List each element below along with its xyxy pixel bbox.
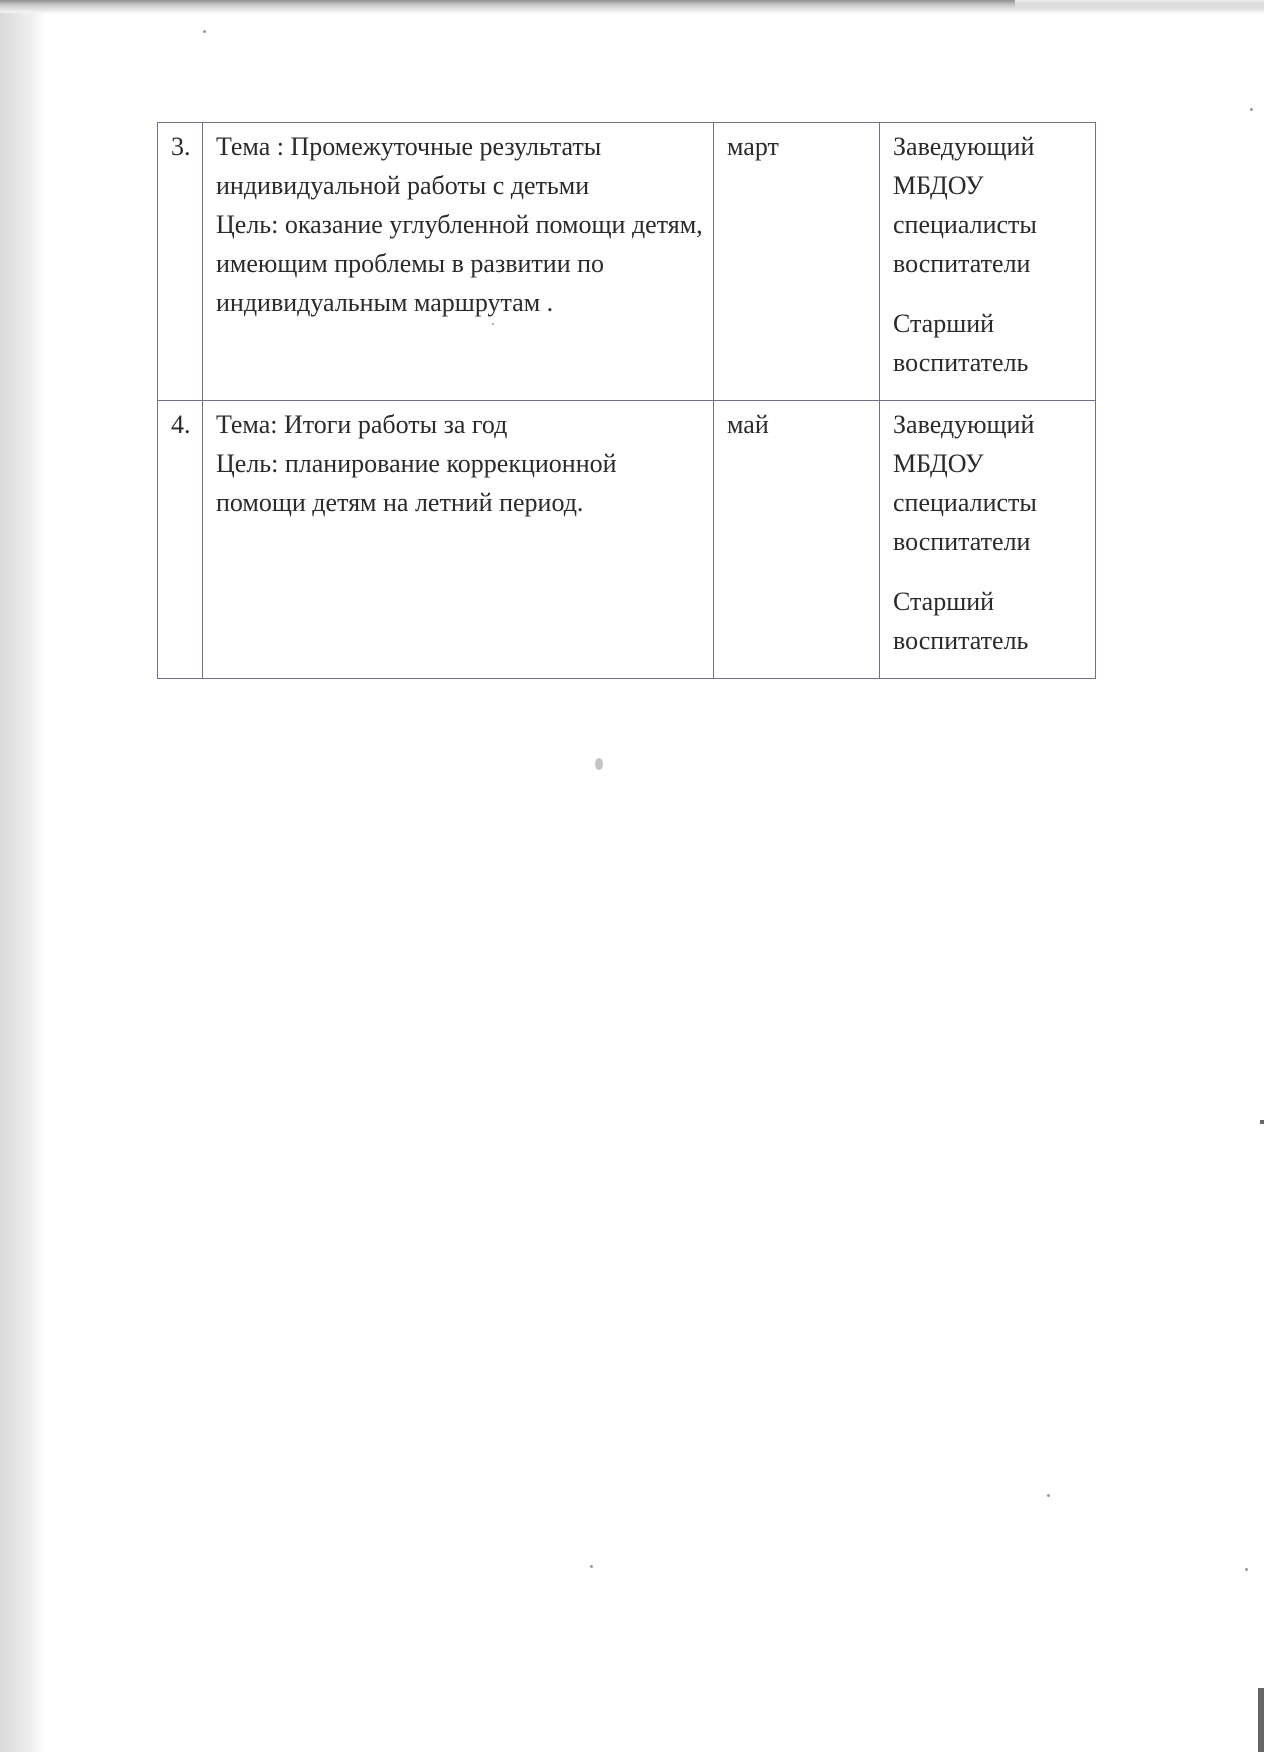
responsible-senior: Старший воспитатель bbox=[893, 587, 1029, 655]
table-row bbox=[158, 401, 1096, 679]
goal-text: Цель: планирование коррекционной помощи детям на летний период. bbox=[216, 449, 617, 517]
scan-blot bbox=[595, 758, 603, 770]
topic-cell bbox=[203, 401, 714, 679]
responsible-senior: Старший воспитатель bbox=[893, 309, 1029, 377]
responsible-staff: Заведующий МБДОУ специалисты воспитатели bbox=[893, 132, 1037, 278]
topic-text: Тема: Итоги работы за год bbox=[216, 410, 508, 439]
scan-speck bbox=[1250, 108, 1253, 111]
month-cell: март bbox=[714, 123, 880, 401]
scan-speck bbox=[1047, 1494, 1050, 1497]
scan-top-edge-shadow-right bbox=[1015, 0, 1264, 10]
scan-right-edge-mark bbox=[1258, 1688, 1264, 1752]
scan-left-edge-shadow bbox=[0, 0, 46, 1752]
scan-speck bbox=[203, 30, 206, 33]
responsible-cell bbox=[880, 401, 1096, 679]
goal-text: Цель: оказание углубленной помощи детям, имеющим проблемы в развитии по индивидуальным маршрутам . bbox=[216, 210, 703, 317]
scan-right-edge-speck bbox=[1260, 1120, 1264, 1124]
scan-speck bbox=[1245, 1568, 1248, 1571]
month-cell: май bbox=[714, 401, 880, 679]
topic-cell bbox=[203, 123, 714, 401]
row-number: 3. bbox=[158, 123, 203, 401]
table-row bbox=[158, 123, 1096, 401]
topic-text: Тема : Промежуточные результаты индивидуальной работы с детьми bbox=[216, 132, 602, 200]
responsible-staff: Заведующий МБДОУ специалисты воспитатели bbox=[893, 410, 1037, 556]
plan-table bbox=[157, 122, 1096, 679]
scan-speck bbox=[590, 1565, 593, 1568]
responsible-cell bbox=[880, 123, 1096, 401]
row-number: 4. bbox=[158, 401, 203, 679]
